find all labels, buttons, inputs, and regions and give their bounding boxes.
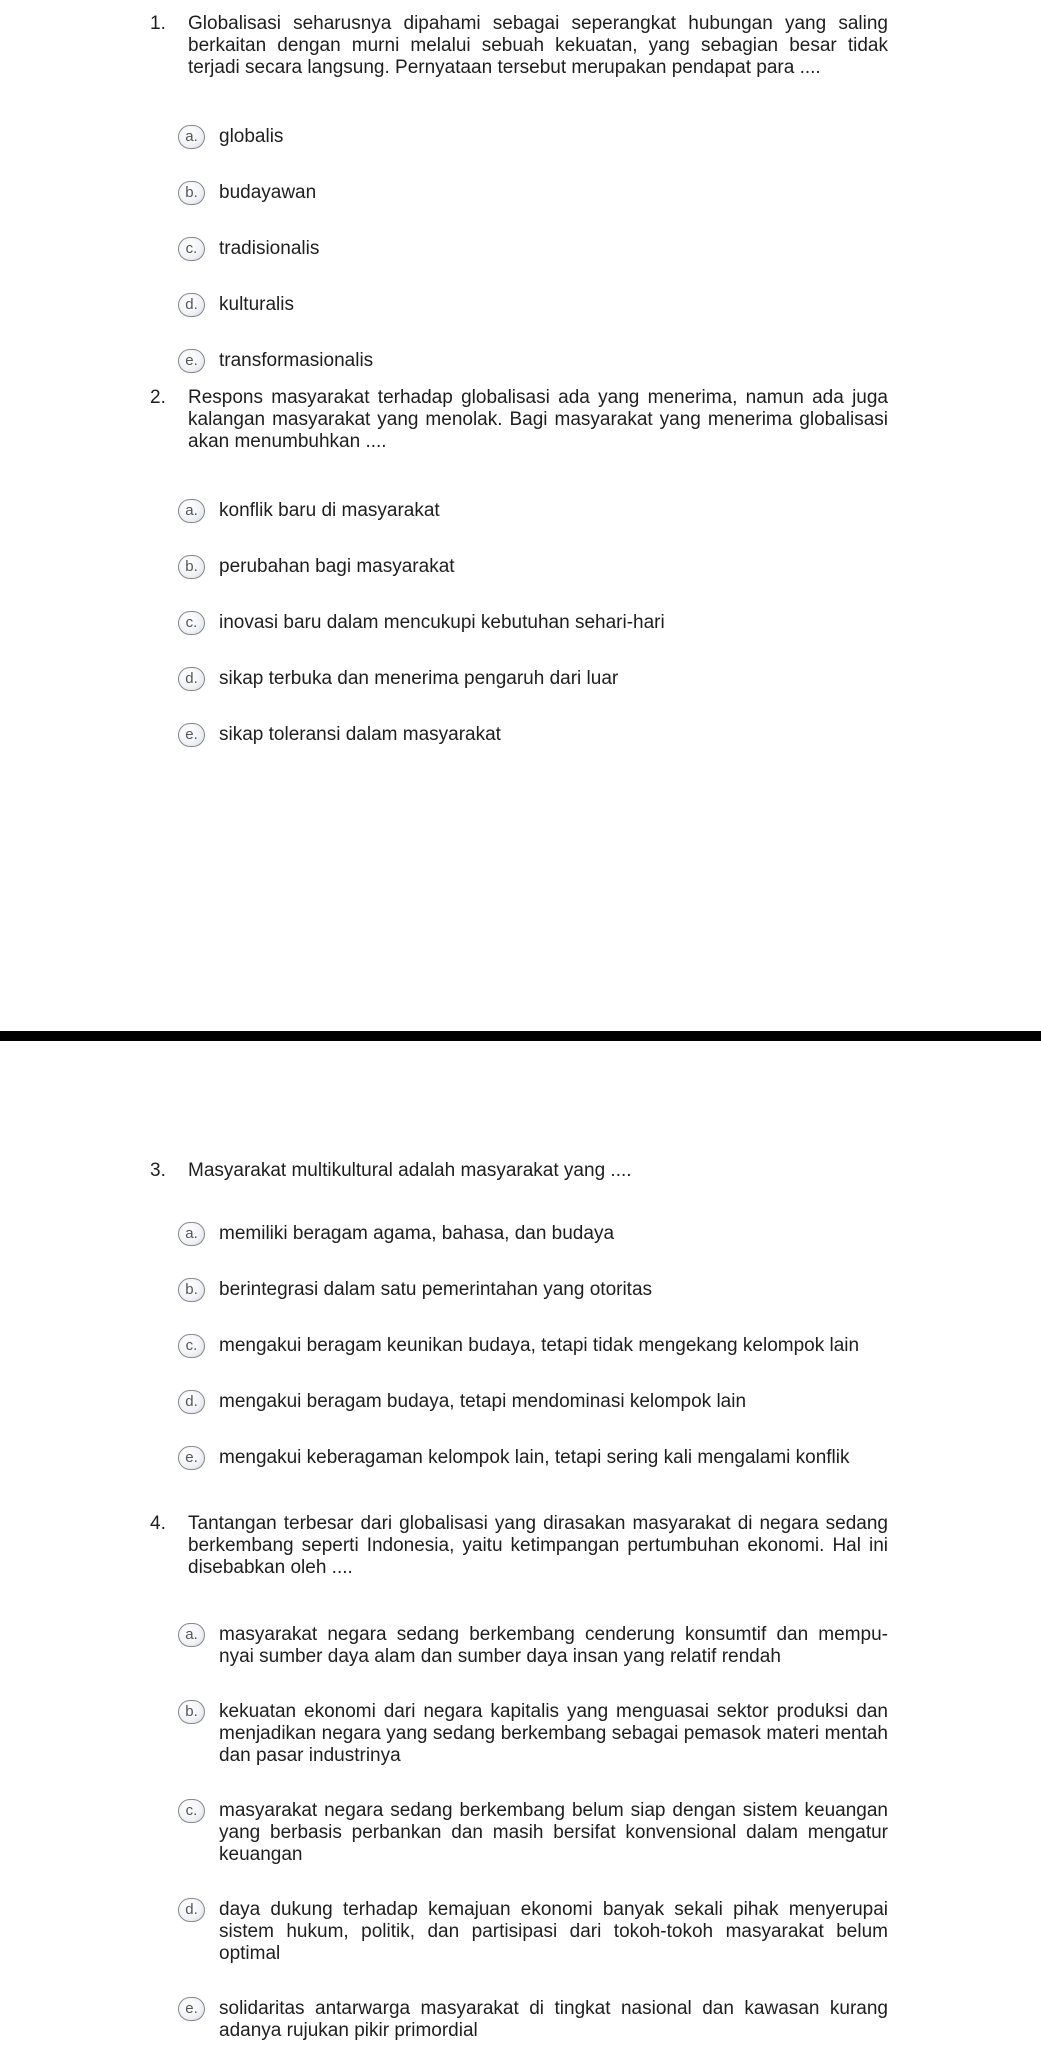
question-stem bbox=[150, 387, 888, 453]
option-d[interactable] bbox=[178, 668, 888, 691]
option-letter-badge: c. bbox=[178, 237, 205, 261]
option-letter-badge: c. bbox=[178, 1334, 205, 1358]
option-letter-badge: a. bbox=[178, 125, 205, 149]
option-a[interactable] bbox=[178, 1223, 888, 1246]
option-text: mengakui beragam budaya, tetapi mendominasi kelompok lain bbox=[219, 1391, 747, 1412]
option-text: masyarakat negara sedang berkembang belum siap dengan sistem keuangan yang berbasis perbankan dan masih bersifat konvensional dalam mengatur keuangan bbox=[219, 1800, 888, 1865]
option-letter-badge: b. bbox=[178, 1700, 205, 1724]
option-text: tradisionalis bbox=[219, 238, 320, 259]
option-list bbox=[178, 1624, 888, 2042]
option-letter-badge: a. bbox=[178, 499, 205, 523]
option-text: budayawan bbox=[219, 182, 317, 203]
question-4 bbox=[150, 1513, 888, 2042]
question-2 bbox=[150, 387, 888, 747]
option-text: perubahan bagi masyarakat bbox=[219, 556, 455, 577]
option-letter-badge: b. bbox=[178, 181, 205, 205]
option-text: transformasionalis bbox=[219, 350, 374, 371]
option-a[interactable] bbox=[178, 1624, 888, 1668]
option-b[interactable] bbox=[178, 182, 888, 205]
question-stem bbox=[150, 1513, 888, 1579]
question-stem bbox=[150, 13, 888, 79]
option-text: mengakui beragam keunikan budaya, tetapi tidak mengekang kelompok lain bbox=[219, 1335, 860, 1356]
option-letter-badge: d. bbox=[178, 293, 205, 317]
option-letter-badge: d. bbox=[178, 667, 205, 691]
option-e[interactable] bbox=[178, 1447, 888, 1470]
option-text: kekuatan ekonomi dari negara kapitalis yang menguasai sektor produksi dan menjadikan negara yang sedang berkembang sebagai pemasok materi mentah dan pasar industrinya bbox=[219, 1701, 888, 1766]
option-letter-badge: a. bbox=[178, 1222, 205, 1246]
option-c[interactable] bbox=[178, 238, 888, 261]
option-d[interactable] bbox=[178, 294, 888, 317]
question-stem bbox=[150, 1160, 888, 1182]
option-letter-badge: e. bbox=[178, 723, 205, 747]
option-text: kulturalis bbox=[219, 294, 294, 315]
option-text: sikap terbuka dan menerima pengaruh dari luar bbox=[219, 668, 619, 689]
question-text: Tantangan terbesar dari globalisasi yang dirasakan masyarakat di negara sedang berkembang seperti Indonesia, yaitu ketimpangan pertumbuhan ekonomi. Hal ini disebabkan oleh .... bbox=[188, 1513, 888, 1578]
option-e[interactable] bbox=[178, 350, 888, 373]
option-letter-badge: a. bbox=[178, 1623, 205, 1647]
option-text: daya dukung terhadap kemajuan ekonomi banyak sekali pihak menyerupai sistem hukum, politik, dan partisipasi dari tokoh-tokoh masyarakat belum optimal bbox=[219, 1899, 888, 1964]
question-text: Masyarakat multikultural adalah masyarakat yang .... bbox=[188, 1160, 632, 1181]
option-letter-badge: e. bbox=[178, 349, 205, 373]
page-divider bbox=[0, 1031, 1041, 1041]
option-d[interactable] bbox=[178, 1391, 888, 1414]
option-letter-badge: d. bbox=[178, 1898, 205, 1922]
option-text: masyarakat negara sedang berkembang cenderung konsumtif dan mempu-nyai sumber daya alam dan sumber daya insan yang relatif rendah bbox=[219, 1624, 888, 1667]
question-number: 4. bbox=[150, 1513, 166, 1534]
option-b[interactable] bbox=[178, 1279, 888, 1302]
option-letter-badge: b. bbox=[178, 555, 205, 579]
option-text: globalis bbox=[219, 126, 284, 147]
option-list bbox=[178, 1223, 888, 1470]
option-c[interactable] bbox=[178, 612, 888, 635]
option-text: mengakui keberagaman kelompok lain, tetapi sering kali mengalami konflik bbox=[219, 1447, 850, 1468]
option-a[interactable] bbox=[178, 126, 888, 149]
option-d[interactable] bbox=[178, 1899, 888, 1965]
option-letter-badge: c. bbox=[178, 1799, 205, 1823]
option-c[interactable] bbox=[178, 1335, 888, 1358]
question-number: 1. bbox=[150, 13, 166, 34]
option-text: berintegrasi dalam satu pemerintahan yang otoritas bbox=[219, 1279, 653, 1300]
option-letter-badge: c. bbox=[178, 611, 205, 635]
option-letter-badge: b. bbox=[178, 1278, 205, 1302]
question-number: 2. bbox=[150, 387, 166, 408]
option-letter-badge: e. bbox=[178, 1997, 205, 2021]
question-text: Globalisasi seharusnya dipahami sebagai seperangkat hubungan yang saling berkaitan dengan murni melalui sebuah kekuatan, yang sebagian besar tidak terjadi secara langsung. Pernyataan tersebut merupakan pendapat para .... bbox=[188, 13, 888, 78]
option-text: solidaritas antarwarga masyarakat di tingkat nasional dan kawasan kurang adanya rujukan pikir primordial bbox=[219, 1998, 888, 2041]
option-text: memiliki beragam agama, bahasa, dan budaya bbox=[219, 1223, 615, 1244]
option-e[interactable] bbox=[178, 724, 888, 747]
option-b[interactable] bbox=[178, 1701, 888, 1767]
option-text: sikap toleransi dalam masyarakat bbox=[219, 724, 501, 745]
option-list bbox=[178, 126, 888, 373]
question-1 bbox=[150, 13, 888, 373]
option-text: inovasi baru dalam mencukupi kebutuhan sehari-hari bbox=[219, 612, 665, 633]
option-a[interactable] bbox=[178, 500, 888, 523]
option-letter-badge: d. bbox=[178, 1390, 205, 1414]
option-text: konflik baru di masyarakat bbox=[219, 500, 440, 521]
question-3 bbox=[150, 1160, 888, 1470]
question-number: 3. bbox=[150, 1160, 166, 1181]
option-list bbox=[178, 500, 888, 747]
option-letter-badge: e. bbox=[178, 1446, 205, 1470]
question-text: Respons masyarakat terhadap globalisasi ada yang menerima, namun ada juga kalangan masyarakat yang menolak. Bagi masyarakat yang menerima globalisasi akan menumbuhkan .... bbox=[188, 387, 888, 452]
option-b[interactable] bbox=[178, 556, 888, 579]
option-e[interactable] bbox=[178, 1998, 888, 2042]
option-c[interactable] bbox=[178, 1800, 888, 1866]
